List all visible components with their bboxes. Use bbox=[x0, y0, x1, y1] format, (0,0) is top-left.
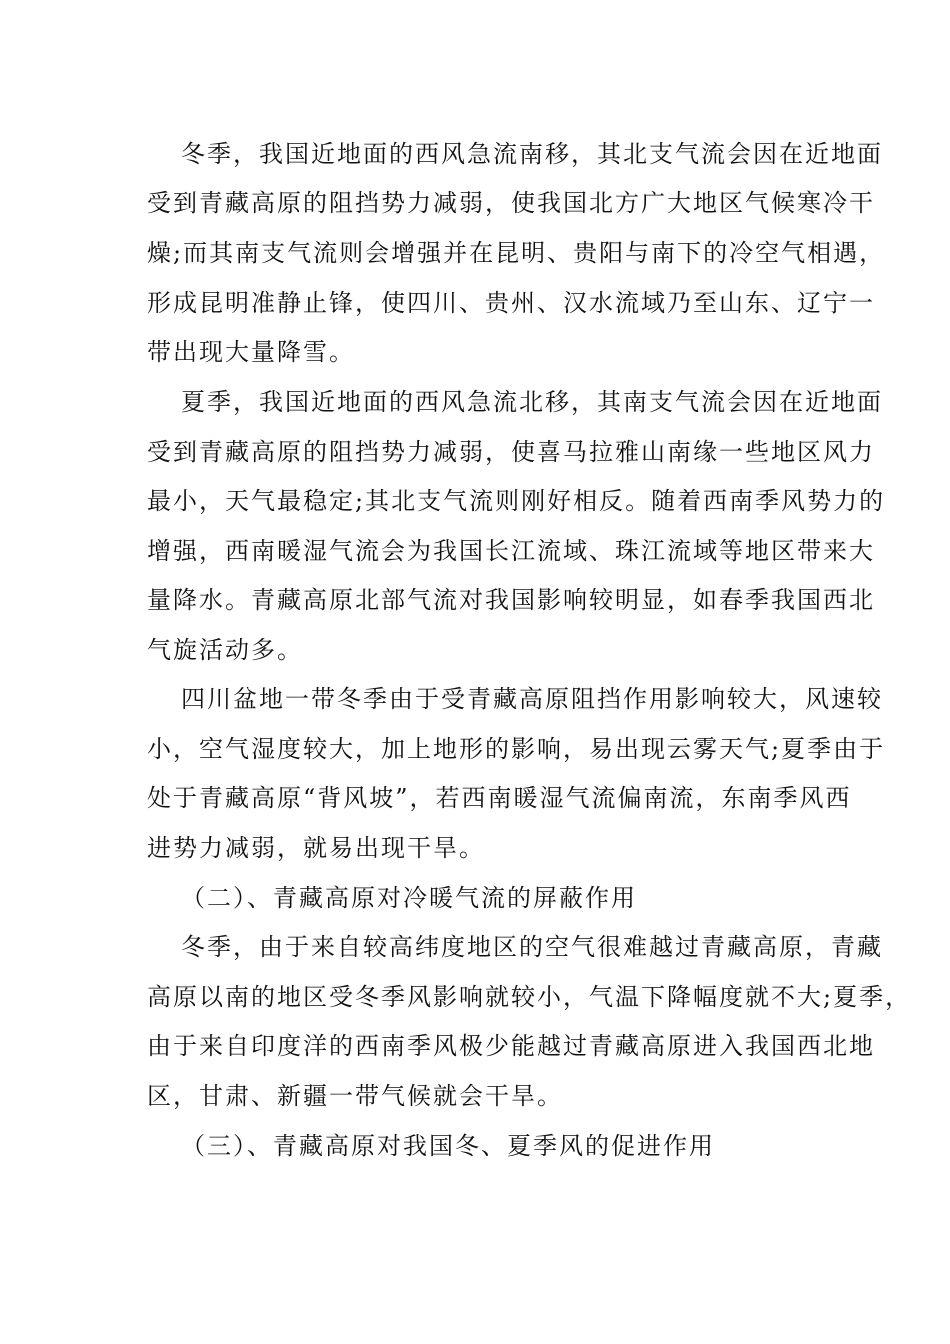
paragraph-3-line-2: 小，空气湿度较大，加上地形的影响，易出现云雾天气;夏季由于 bbox=[147, 735, 886, 763]
paragraph-4-line-4: 区，甘肃、新疆一带气候就会干旱。 bbox=[147, 1082, 563, 1110]
paragraph-3-line-3: 处于青藏高原“背风坡”，若西南暖湿气流偏南流，东南季风西 bbox=[147, 784, 852, 812]
paragraph-1-line-4: 形成昆明准静止锋，使四川、贵州、汉水流域乃至山东、辽宁一 bbox=[147, 289, 875, 317]
paragraph-4-line-2: 高原以南的地区受冬季风影响就较小，气温下降幅度就不大;夏季， bbox=[147, 983, 912, 1011]
paragraph-1-line-3: 燥;而其南支气流则会增强并在昆明、贵阳与南下的冷空气相遇， bbox=[147, 239, 886, 267]
paragraph-2-line-6: 气旋活动多。 bbox=[147, 636, 303, 664]
section-heading-2: （二）、青藏高原对冷暖气流的屏蔽作用 bbox=[181, 884, 637, 912]
paragraph-4-line-3: 由于来自印度洋的西南季风极少能越过青藏高原进入我国西北地 bbox=[147, 1032, 875, 1060]
paragraph-2-line-1: 夏季，我国近地面的西风急流北移，其南支气流会因在近地面 bbox=[181, 388, 883, 416]
paragraph-3-line-1: 四川盆地一带冬季由于受青藏高原阻挡作用影响较大，风速较 bbox=[181, 685, 883, 713]
paragraph-1-line-1: 冬季，我国近地面的西风急流南移，其北支气流会因在近地面 bbox=[181, 140, 883, 168]
paragraph-2-line-2: 受到青藏高原的阻挡势力减弱，使喜马拉雅山南缘一些地区风力 bbox=[147, 438, 875, 466]
paragraph-2-line-4: 增强，西南暖湿气流会为我国长江流域、珠江流域等地区带来大 bbox=[147, 537, 875, 565]
paragraph-2-line-3: 最小，天气最稳定;其北支气流则刚好相反。随着西南季风势力的 bbox=[147, 487, 886, 515]
paragraph-3-line-4: 进势力减弱，就易出现干旱。 bbox=[147, 834, 485, 862]
paragraph-1-line-2: 受到青藏高原的阻挡势力减弱，使我国北方广大地区气候寒冷干 bbox=[147, 189, 875, 217]
paragraph-1-line-5: 带出现大量降雪。 bbox=[147, 338, 355, 366]
section-heading-3: （三）、青藏高原对我国冬、夏季风的促进作用 bbox=[181, 1132, 715, 1160]
paragraph-2-line-5: 量降水。青藏高原北部气流对我国影响较明显，如春季我国西北 bbox=[147, 586, 875, 614]
paragraph-4-line-1: 冬季，由于来自较高纬度地区的空气很难越过青藏高原，青藏 bbox=[181, 933, 883, 961]
